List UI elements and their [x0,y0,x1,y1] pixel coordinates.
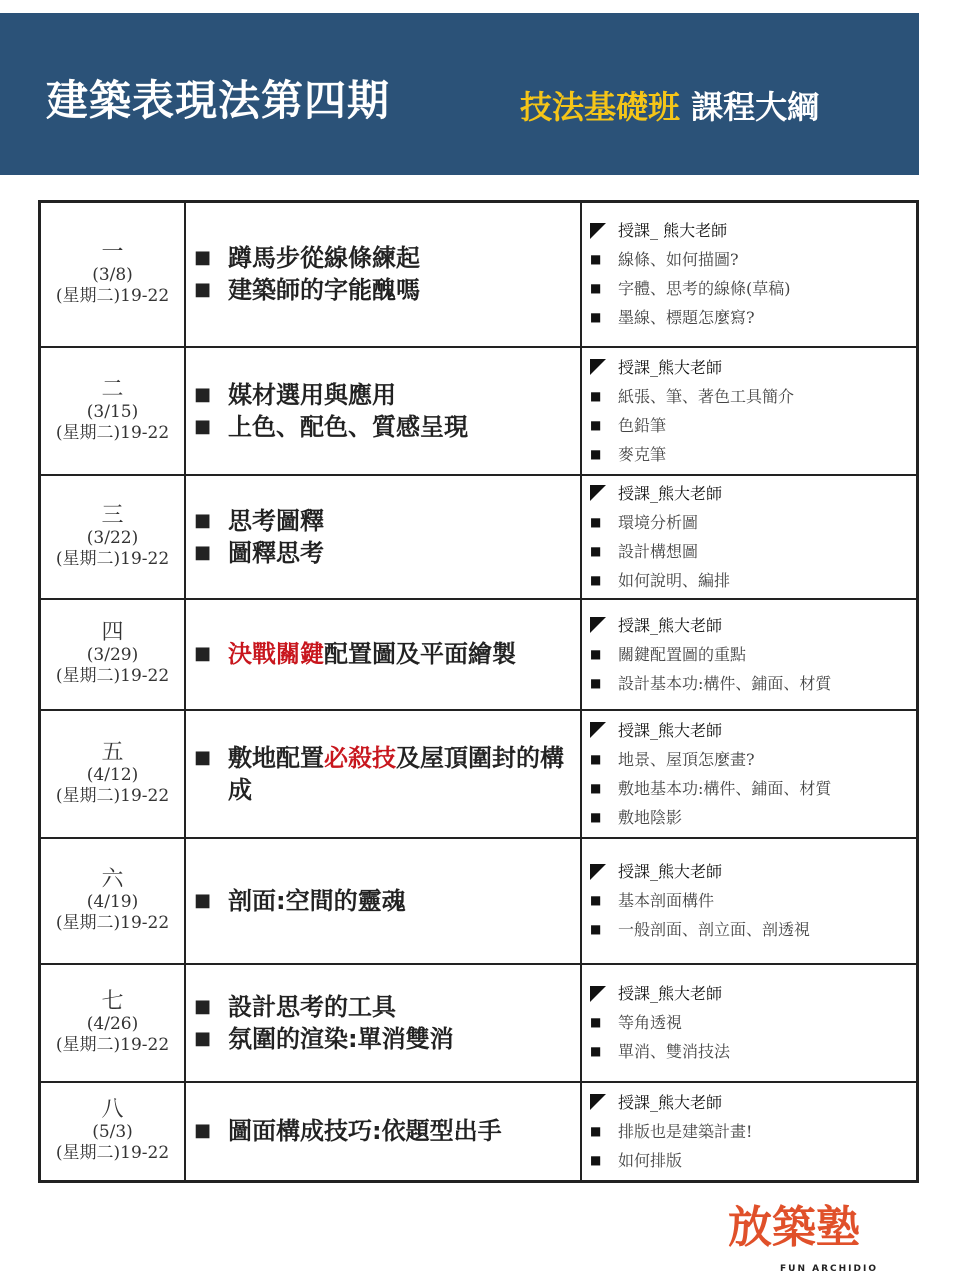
triangle-bullet-icon [590,986,606,1002]
square-bullet-icon: ■ [194,415,212,437]
triangle-bullet-icon [590,617,606,633]
topic-cell [185,1082,581,1182]
logo: 放築塾 [728,1202,860,1253]
topic-text: 蹲馬步從線條練起 [228,244,420,273]
square-bullet-icon: ■ [194,247,212,269]
detail-text: 環境分析圖 [618,512,699,532]
detail-text: 紙張、筆、著色工具簡介 [618,386,795,406]
topic-item [194,885,580,917]
detail-item [590,245,916,274]
session-time: (星期二)19-22 [55,1143,170,1164]
triangle-bullet-icon [590,223,606,239]
square-bullet-icon: ■ [590,751,602,766]
teacher-line [590,353,916,382]
topic-item [194,411,580,443]
topic-text: 敷地配置 [228,743,324,772]
header-banner [0,13,919,175]
topic-text: 剖面:空間的靈魂 [228,886,406,915]
session-cell [40,475,186,599]
session-time: (星期二)19-22 [55,1034,170,1055]
session-time: (星期二)19-22 [55,422,170,443]
square-bullet-icon: ■ [590,922,602,936]
session-date: (3/8) [92,265,133,286]
detail-cell [581,202,918,347]
topic-item [194,242,580,274]
square-bullet-icon: ■ [194,746,212,768]
detail-text: 如何說明、編排 [618,570,731,590]
detail-text: 敷地陰影 [618,807,683,827]
detail-cell [581,347,918,475]
topic-item [194,638,580,670]
topic-text: 媒材選用與應用 [228,380,396,409]
session-row [40,475,918,599]
detail-item [590,274,916,303]
square-bullet-icon: ■ [194,509,212,531]
detail-item [590,1008,916,1037]
square-bullet-icon: ■ [590,417,602,432]
session-time: (星期二)19-22 [55,286,170,307]
session-cell [40,202,186,347]
triangle-bullet-icon [590,485,606,501]
teacher-line [590,611,916,640]
square-bullet-icon: ■ [194,889,212,911]
square-bullet-icon: ■ [590,388,602,403]
teacher-line [590,1088,916,1117]
session-row [40,1082,918,1182]
topic-text: 氛圍的渲染:單消雙消 [228,1024,454,1053]
topic-text: 上色、配色、質感呈現 [228,412,468,441]
topic-text: 思考圖釋 [228,506,324,535]
session-row [40,599,918,710]
square-bullet-icon: ■ [590,893,602,907]
teacher-text: 授課_熊大老師 [618,1092,723,1112]
detail-cell [581,838,918,964]
topic-text: 建築師的字能醜嗎 [228,276,420,305]
detail-item [590,745,916,774]
topic-text: 圖面構成技巧:依題型出手 [228,1117,502,1146]
topic-text: 配置圖及平面繪製 [324,640,516,668]
topic-item [194,505,580,537]
detail-item [590,537,916,566]
topic-cell [185,599,581,710]
detail-text: 墨線、標題怎麼寫? [618,308,755,328]
detail-item [590,640,916,669]
detail-item [590,411,916,440]
teacher-line [590,979,916,1008]
detail-text: 線條、如何描圖? [618,250,739,270]
detail-item [590,382,916,411]
square-bullet-icon: ■ [590,1123,602,1138]
square-bullet-icon: ■ [590,1044,602,1058]
logo-subtext: FUN ARCHIDIO [780,1264,878,1274]
square-bullet-icon: ■ [194,541,212,563]
session-row [40,964,918,1082]
detail-item [590,1117,916,1146]
square-bullet-icon: ■ [194,279,212,301]
subtitle-rest: 課程大綱 [680,88,820,126]
session-cell [40,838,186,964]
teacher-line [590,716,916,745]
session-date: (3/29) [86,645,139,665]
topic-item [194,1023,580,1055]
detail-text: 一般剖面、剖立面、剖透視 [618,920,811,939]
detail-item [590,803,916,832]
detail-cell [581,710,918,838]
teacher-text: 授課_熊大老師 [618,862,723,881]
detail-text: 關鍵配置圖的重點 [618,644,747,664]
detail-text: 設計構想圖 [618,541,699,561]
session-date: (4/12) [86,764,139,785]
detail-text: 字體、思考的線條(草稿) [618,279,791,299]
session-date: (3/15) [86,401,139,422]
teacher-text: 授課_熊大老師 [618,720,723,740]
topic-text: 必殺技 [324,743,396,772]
detail-item [590,1037,916,1066]
square-bullet-icon: ■ [194,1027,212,1049]
square-bullet-icon: ■ [194,1120,212,1142]
topic-cell [185,838,581,964]
session-number: 六 [101,866,124,892]
detail-item [590,303,916,332]
topic-cell [185,964,581,1082]
square-bullet-icon: ■ [590,780,602,795]
teacher-text: 授課_熊大老師 [618,984,723,1003]
square-bullet-icon: ■ [590,252,602,267]
session-time: (星期二)19-22 [55,666,170,686]
session-number: 五 [101,739,124,765]
detail-text: 等角透視 [618,1013,683,1032]
topic-text: 圖釋思考 [228,538,324,567]
square-bullet-icon: ■ [590,310,602,325]
teacher-text: 授課_熊大老師 [618,483,723,503]
detail-text: 排版也是建築計畫! [618,1121,753,1141]
session-cell [40,964,186,1082]
session-time: (星期二)19-22 [55,912,170,933]
topic-cell [185,475,581,599]
teacher-text: 授課_ 熊大老師 [618,221,728,241]
topic-text: 設計思考的工具 [228,992,396,1021]
session-date: (4/19) [86,891,139,912]
session-cell [40,710,186,838]
detail-text: 麥克筆 [618,444,667,464]
detail-text: 地景、屋頂怎麼畫? [618,749,755,769]
square-bullet-icon: ■ [590,281,602,296]
session-date: (3/22) [86,527,139,548]
detail-text: 敷地基本功:構件、鋪面、材質 [618,778,832,798]
detail-text: 如何排版 [618,1150,683,1170]
square-bullet-icon: ■ [194,383,212,405]
topic-cell [185,710,581,838]
square-bullet-icon: ■ [590,543,602,558]
triangle-bullet-icon [590,864,606,880]
detail-item [590,915,916,944]
session-row [40,202,918,347]
topic-item [194,537,580,569]
topic-cell [185,347,581,475]
page-subtitle [520,87,819,127]
session-row [40,838,918,964]
detail-item [590,886,916,915]
teacher-line [590,479,916,508]
session-number: 四 [101,620,124,645]
detail-cell [581,964,918,1082]
session-time: (星期二)19-22 [55,785,170,806]
topic-text: 及屋頂圍封的構成 [228,743,564,804]
square-bullet-icon: ■ [590,514,602,529]
square-bullet-icon: ■ [590,1015,602,1029]
topic-item [194,742,580,806]
square-bullet-icon: ■ [194,995,212,1017]
session-row [40,710,918,838]
square-bullet-icon: ■ [194,643,212,664]
session-number: 八 [101,1097,124,1123]
topic-item [194,1115,580,1147]
detail-text: 色鉛筆 [618,415,667,435]
detail-item [590,508,916,537]
detail-text: 單消、雙消技法 [618,1042,731,1061]
square-bullet-icon: ■ [590,572,602,587]
detail-text: 設計基本功:構件、鋪面、材質 [618,673,832,693]
square-bullet-icon: ■ [590,446,602,461]
session-cell [40,599,186,710]
triangle-bullet-icon [590,722,606,738]
teacher-line [590,216,916,245]
detail-item [590,440,916,469]
detail-item [590,566,916,595]
topic-item [194,379,580,411]
detail-item [590,669,916,698]
session-number: 三 [101,502,124,528]
page-title: 建築表現法第四期 [46,76,391,125]
square-bullet-icon: ■ [590,646,602,661]
subtitle-highlight: 技法基礎班 [520,88,681,126]
detail-cell [581,1082,918,1182]
session-row [40,347,918,475]
topic-text: 決戰關鍵 [228,640,324,668]
topic-cell [185,202,581,347]
session-time: (星期二)19-22 [55,548,170,569]
square-bullet-icon: ■ [590,1152,602,1167]
session-date: (4/26) [86,1013,139,1034]
teacher-text: 授課_熊大老師 [618,615,723,635]
detail-text: 基本剖面構件 [618,891,715,910]
session-cell [40,347,186,475]
session-number: 七 [101,988,124,1014]
detail-item [590,1146,916,1175]
detail-cell [581,475,918,599]
detail-item [590,774,916,803]
teacher-line [590,857,916,886]
triangle-bullet-icon [590,359,606,375]
square-bullet-icon: ■ [590,809,602,824]
topic-item [194,274,580,306]
session-date: (5/3) [92,1122,133,1143]
session-cell [40,1082,186,1182]
course-outline-table [38,200,919,1183]
session-number: 一 [101,240,124,266]
session-number: 二 [101,376,124,402]
teacher-text: 授課_熊大老師 [618,357,723,377]
triangle-bullet-icon [590,1094,606,1110]
square-bullet-icon: ■ [590,675,602,690]
detail-cell [581,599,918,710]
topic-item [194,991,580,1023]
